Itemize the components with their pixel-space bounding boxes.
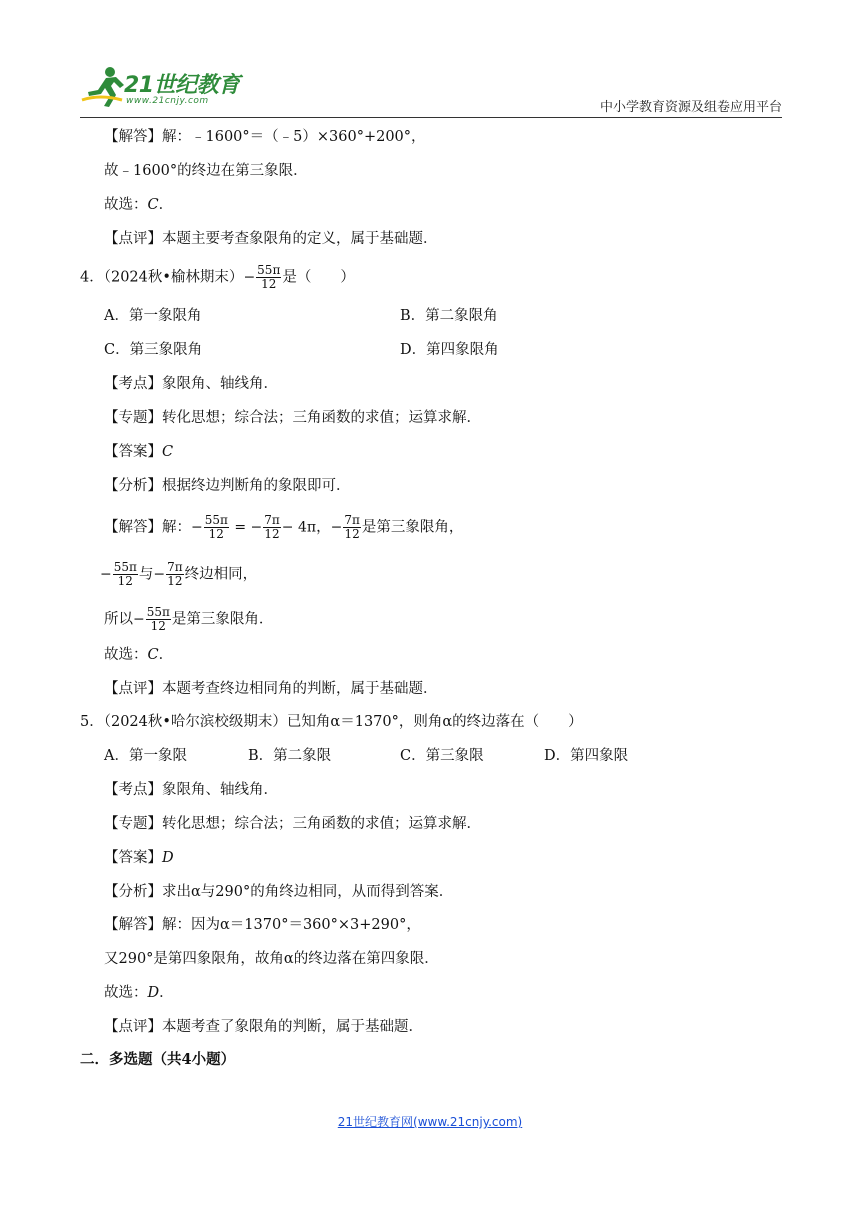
frac-den: 12	[167, 574, 183, 588]
frac-num: 55π	[113, 560, 137, 574]
yu-text: 与	[138, 566, 154, 583]
q4-solution-line1: 【解答】解：− $\frac{55\pi}{12}$ = − $\frac{7\pi}{12}$ − 4π，− $\frac{7\pi}{12}$ 是第三象限角，	[104, 513, 464, 541]
q4-comment: 【点评】本题考查终边相同角的判断，属于基础题．	[104, 681, 438, 697]
q5-choice: 故选：D．	[104, 985, 174, 1001]
fraction-7pi	[166, 561, 184, 588]
q4-fraction	[256, 264, 281, 291]
frac-num: 7π	[264, 513, 280, 527]
frac-den: 12	[117, 574, 133, 588]
q5-answer	[104, 848, 174, 868]
fraction-55pi	[204, 514, 229, 541]
answer-prefix: 【答案】	[104, 850, 162, 866]
q4-analysis: 【分析】根据终边判断角的象限即可．	[104, 478, 351, 494]
fraction-7pi	[343, 514, 361, 541]
frac-num: 7π	[167, 560, 183, 574]
choice-prefix: 故选：	[104, 647, 148, 663]
q5-solution-line2: 又290°是第四象限角，故角α的终边落在第四象限．	[104, 951, 439, 967]
section-heading: 二．多选题（共4小题）	[80, 1051, 236, 1068]
footer-link[interactable]: 21世纪教育网(www.21cnjy.com)	[337, 1115, 523, 1129]
q3-solution: 【解答】解：﹣1600°＝（﹣5）×360°+200°，	[104, 129, 426, 145]
zhongbian-text: 终边相同，	[184, 566, 258, 583]
q3-conclusion: 故﹣1600°的终边在第三象限．	[104, 163, 308, 179]
q3-comment: 【点评】本题主要考查象限角的定义，属于基础题．	[104, 231, 438, 247]
q5-option-a: A．第一象限	[104, 748, 187, 764]
frac-num: 55π	[146, 605, 170, 619]
suoyi-text: 所以	[104, 611, 133, 628]
solution-suffix: 是第三象限角，	[361, 519, 464, 536]
choice-answer: D	[147, 985, 160, 1001]
q5-comment: 【点评】本题考查了象限角的判断，属于基础题．	[104, 1019, 423, 1035]
q4-option-b: B．第二象限角	[400, 308, 498, 324]
logo-text: 21世纪教育	[124, 73, 240, 98]
frac-den: 12	[150, 619, 166, 633]
choice-answer: C	[147, 647, 159, 663]
q5-kaodian: 【考点】象限角、轴线角．	[104, 782, 278, 798]
q5-stem: 5．（2024秋•哈尔滨校级期末）已知角α＝1370°，则角α的终边落在（ ）	[80, 714, 583, 730]
answer-value: C	[162, 444, 174, 460]
frac-den: 12	[344, 527, 360, 541]
q4-option-d: D．第四象限角	[400, 342, 499, 358]
frac-den: 12	[208, 527, 224, 541]
logo-url: www.21cnjy.com	[126, 96, 209, 106]
q4-stem: 4．（2024秋•榆林期末）− $\frac{55\pi}{12}$ 是（ ）	[80, 263, 355, 291]
q5-option-d: D．第四象限	[544, 748, 629, 764]
q3-choice: 故选：C．	[104, 197, 174, 213]
frac-num: 7π	[344, 513, 360, 527]
q5-option-b: B．第二象限	[248, 748, 332, 764]
q4-option-c: C．第三象限角	[104, 342, 203, 358]
q4-answer	[104, 442, 173, 462]
fraction-55pi	[146, 606, 171, 633]
q5-option-c: C．第三象限	[400, 748, 484, 764]
q4-stem-prefix: 4．（2024秋•榆林期末）	[80, 269, 244, 286]
frac-num: 55π	[257, 263, 281, 277]
q4-choice: 故选：C．	[104, 647, 174, 663]
solution-prefix: 【解答】解：	[104, 519, 191, 536]
q4-kaodian: 【考点】象限角、轴线角．	[104, 376, 278, 392]
minus-4pi: − 4π	[281, 519, 317, 536]
frac-num: 55π	[204, 513, 228, 527]
header-divider	[80, 117, 782, 118]
frac-den: 12	[261, 277, 277, 291]
runner-icon	[80, 64, 128, 108]
fraction-7pi	[263, 514, 281, 541]
choice-prefix: 故选：	[104, 985, 148, 1001]
q5-zhuanti: 【专题】转化思想；综合法；三角函数的求值；运算求解．	[104, 816, 481, 832]
platform-title: 中小学教育资源及组卷应用平台	[599, 100, 782, 115]
q4-stem-suffix: 是（ ）	[282, 269, 355, 286]
q4-solution-line2: − $\frac{55\pi}{12}$ 与− $\frac{7\pi}{12}$ 终边相同，	[100, 560, 258, 588]
choice-answer: C	[147, 197, 159, 213]
site-logo	[80, 62, 270, 114]
choice-prefix: 故选：	[104, 197, 148, 213]
page-footer	[0, 1113, 860, 1130]
q4-solution-line3: 所以− $\frac{55\pi}{12}$ 是第三象限角．	[104, 605, 274, 633]
answer-prefix: 【答案】	[104, 444, 162, 460]
fraction-55pi	[113, 561, 138, 588]
q5-analysis: 【分析】求出α与290°的角终边相同，从而得到答案．	[104, 884, 454, 900]
page-header	[80, 62, 782, 118]
q4-option-a: A．第一象限角	[104, 308, 202, 324]
answer-value: D	[162, 850, 174, 866]
suoyi-suffix: 是第三象限角．	[171, 611, 274, 628]
q4-zhuanti: 【专题】转化思想；综合法；三角函数的求值；运算求解．	[104, 410, 481, 426]
frac-den: 12	[264, 527, 280, 541]
q5-solution: 【解答】解：因为α＝1370°＝360°×3+290°，	[104, 917, 421, 933]
